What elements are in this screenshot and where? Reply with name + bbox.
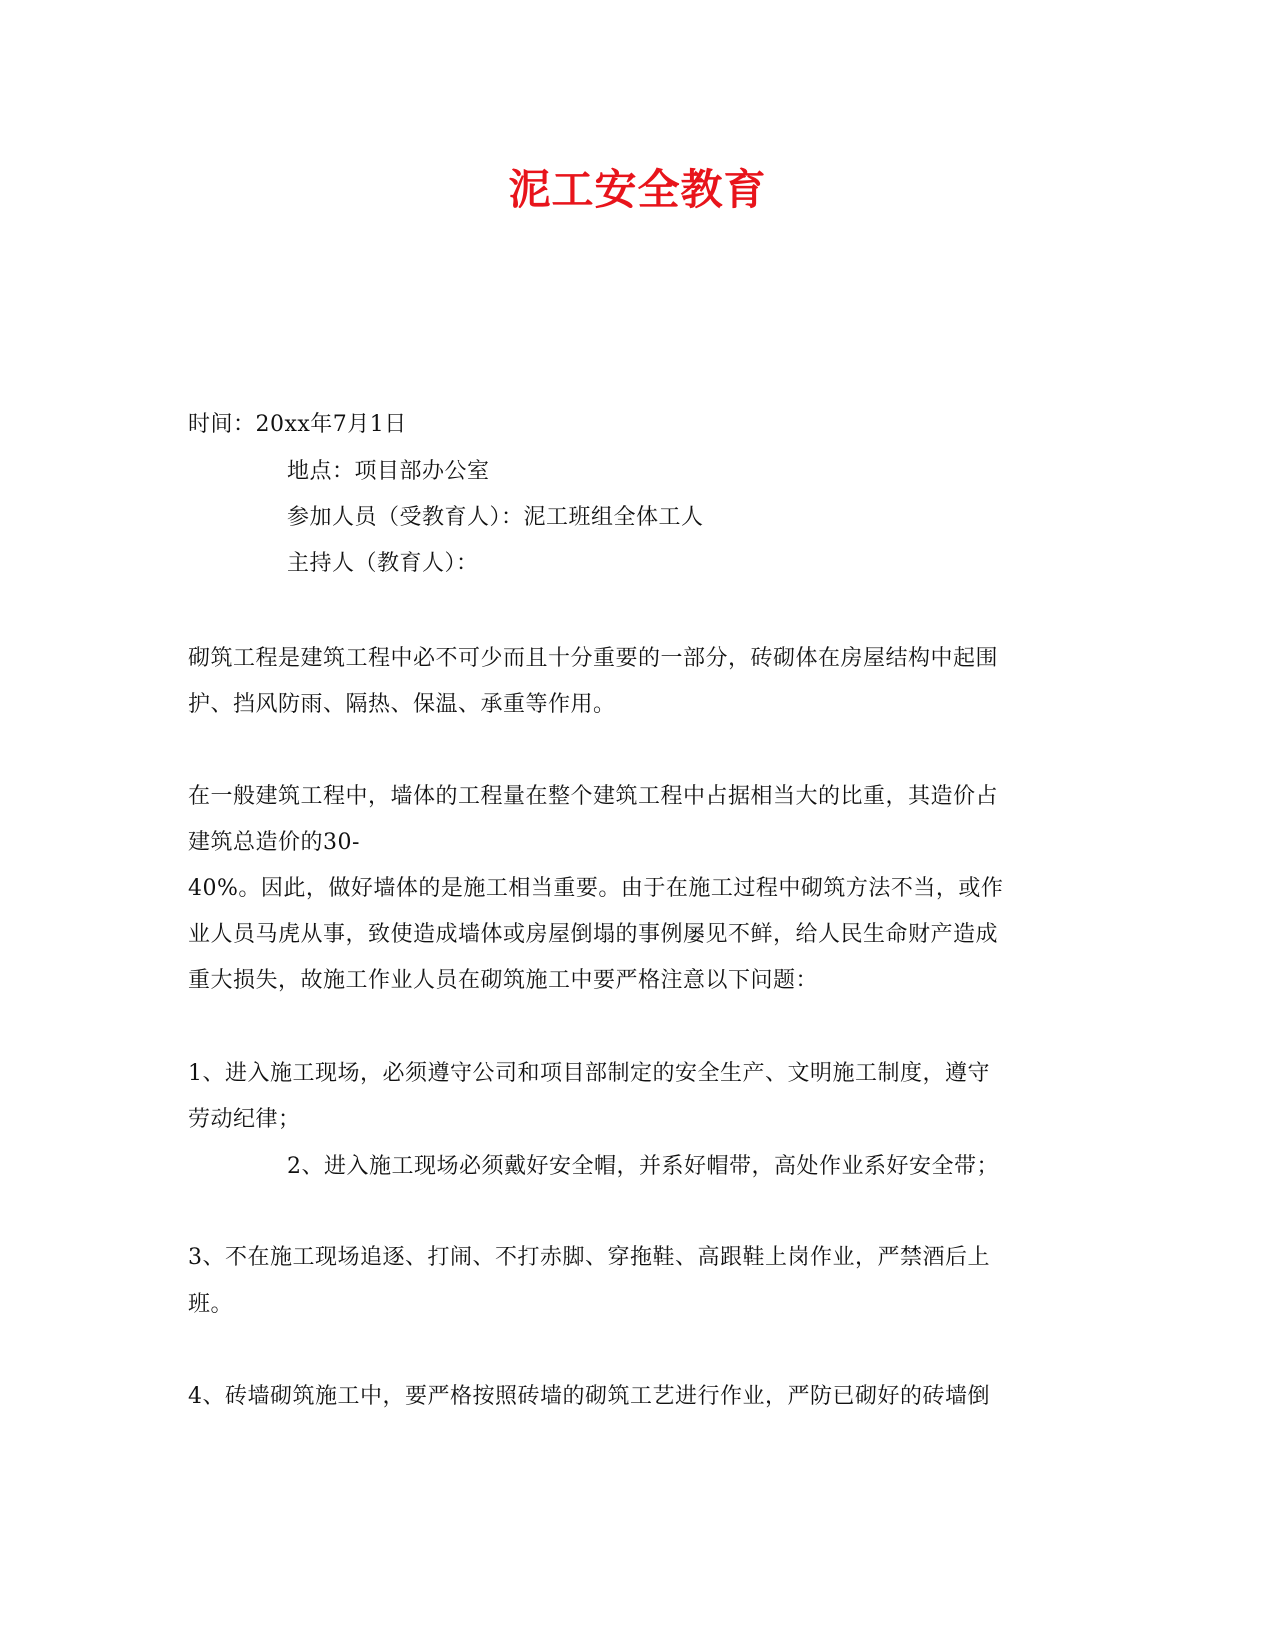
list-item-line: 劳动纪律；: [188, 1107, 301, 1132]
paragraph-line: 建筑总造价的30-: [188, 830, 360, 855]
meta-time: 时间：20xx年7月1日: [188, 412, 407, 437]
paragraph-line: 在一般建筑工程中，墙体的工程量在整个建筑工程中占据相当大的比重，其造价占: [188, 784, 999, 809]
paragraph-line: 业人员马虎从事，致使造成墙体或房屋倒塌的事例屡见不鲜，给人民生命财产造成: [188, 922, 999, 947]
list-item-line: 3、不在施工现场追逐、打闹、不打赤脚、穿拖鞋、高跟鞋上岗作业，严禁酒后上: [188, 1245, 990, 1270]
paragraph-line: 砌筑工程是建筑工程中必不可少而且十分重要的一部分，砖砌体在房屋结构中起围: [188, 646, 999, 671]
list-item-line: 班。: [188, 1292, 234, 1317]
list-item-line: 2、进入施工现场必须戴好安全帽，并系好帽带，高处作业系好安全带；: [287, 1154, 999, 1179]
paragraph-line: 重大损失，故施工作业人员在砌筑施工中要严格注意以下问题：: [188, 968, 819, 993]
document-title: 泥工安全教育: [508, 165, 767, 214]
meta-participants: 参加人员（受教育人）：泥工班组全体工人: [287, 505, 704, 530]
paragraph-line: 护、挡风防雨、隔热、保温、承重等作用。: [188, 692, 616, 717]
list-item-line: 1、进入施工现场，必须遵守公司和项目部制定的安全生产、文明施工制度，遵守: [188, 1061, 990, 1086]
paragraph-line: 40%。因此，做好墙体的是施工相当重要。由于在施工过程中砌筑方法不当，或作: [188, 876, 1004, 901]
meta-place: 地点：项目部办公室: [287, 459, 490, 484]
list-item-line: 4、砖墙砌筑施工中，要严格按照砖墙的砌筑工艺进行作业，严防已砌好的砖墙倒: [188, 1384, 990, 1409]
meta-host: 主持人（教育人）：: [287, 551, 479, 576]
